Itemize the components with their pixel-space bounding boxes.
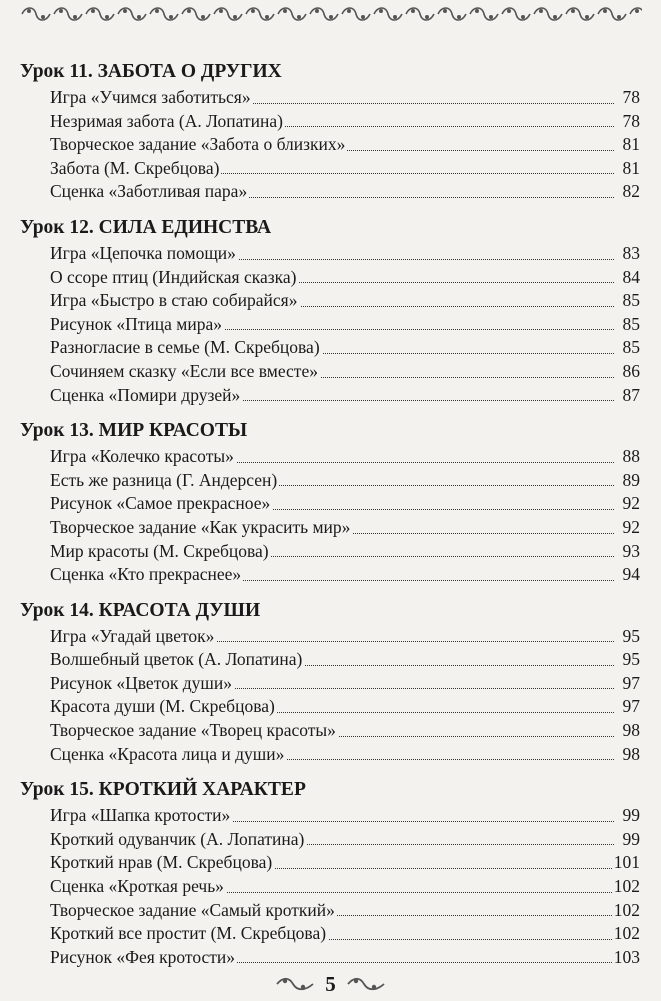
toc-entry: [20, 946, 640, 970]
toc-entry: [20, 313, 640, 337]
toc-entry: [20, 336, 640, 360]
entry-title: Сценка «Кроткая речь»: [50, 876, 224, 897]
toc-entry: [20, 851, 640, 875]
toc-entry: [20, 110, 640, 134]
page-number: 5: [325, 971, 336, 996]
entry-title: Игра «Быстро в стаю собирайся»: [50, 290, 298, 311]
toc-entry: [20, 922, 640, 946]
ornament-swirl: [118, 8, 146, 20]
entry-title: О ссоре птиц (Индийская сказка): [50, 266, 297, 287]
ornament-swirl: [630, 8, 642, 20]
entry-page-number: 102: [612, 922, 640, 946]
entry-title: Мир красоты (М. Скребцова): [50, 540, 269, 561]
toc-entry: [20, 899, 640, 923]
toc-entry: [20, 469, 640, 493]
ornament-swirl: [54, 8, 82, 20]
entry-title: Сценка «Кто прекраснее»: [50, 564, 242, 585]
entry-title: Рисунок «Птица мира»: [50, 313, 222, 334]
entry-title: Забота (М. Скребцова): [50, 157, 220, 178]
entry-title: Игра «Шапка кротости»: [50, 805, 231, 826]
lesson-title: Урок 11. ЗАБОТА О ДРУГИХ: [20, 61, 282, 82]
lesson-title: Урок 14. КРАСОТА ДУШИ: [20, 599, 261, 621]
entry-title: Игра «Цепочка помощи»: [50, 242, 236, 263]
lesson-section: [20, 214, 640, 407]
lesson-title: Урок 12. СИЛА ЕДИНСТВА: [20, 216, 272, 238]
page-footer: [0, 972, 661, 996]
toc-entry: [20, 875, 640, 899]
toc-entry: [20, 242, 640, 266]
footer-ornament-right: [346, 975, 386, 993]
entry-page-number: 86: [621, 360, 641, 384]
toc-entry: [20, 695, 640, 719]
ornament-swirl: [374, 8, 402, 20]
toc-entry: [20, 672, 640, 696]
entry-title: Творческое задание «Самый кроткий»: [50, 899, 335, 920]
ornament-swirl: [566, 8, 594, 20]
entry-page-number: 85: [621, 336, 641, 360]
entry-title: Сценка «Красота лица и души»: [50, 743, 285, 764]
entry-page-number: 81: [621, 133, 641, 157]
entry-title: Кроткий нрав (М. Скребцова): [50, 852, 273, 873]
ornament-swirl: [438, 8, 466, 20]
toc-entry: [20, 133, 640, 157]
entry-page-number: 78: [621, 86, 641, 110]
toc-entry: [20, 540, 640, 564]
entry-page-number: 102: [612, 875, 640, 899]
ornament-swirl: [22, 8, 50, 20]
footer-ornament-left: [275, 975, 315, 993]
entry-page-number: 95: [621, 648, 641, 672]
toc-entry: [20, 266, 640, 290]
entry-page-number: 84: [621, 266, 641, 290]
entry-title: Творческое задание «Творец красоты»: [50, 720, 336, 741]
entry-page-number: 97: [621, 672, 641, 696]
entry-page-number: 103: [612, 946, 640, 970]
ornament-swirl: [86, 8, 114, 20]
toc-entry: [20, 743, 640, 767]
entry-title: Игра «Угадай цветок»: [50, 625, 215, 646]
entry-title: Кроткий одуванчик (А. Лопатина): [50, 828, 305, 849]
entry-title: Игра «Учимся заботиться»: [50, 87, 251, 107]
toc-entry: [20, 492, 640, 516]
entry-title: Сочиняем сказку «Если все вместе»: [50, 360, 318, 381]
entry-page-number: 92: [621, 492, 641, 516]
entry-title: Рисунок «Цветок души»: [50, 672, 232, 693]
entry-page-number: 83: [621, 242, 641, 266]
entry-page-number: 99: [621, 828, 641, 852]
ornament-swirl: [534, 8, 562, 20]
entry-page-number: 101: [612, 851, 640, 875]
lesson-section: [20, 597, 640, 767]
table-of-contents: [20, 58, 640, 979]
entry-page-number: 97: [621, 695, 641, 719]
entry-title: Кроткий все простит (М. Скребцова): [50, 923, 327, 944]
entry-page-number: 82: [621, 180, 641, 204]
entry-title: Творческое задание «Забота о близких»: [50, 134, 346, 155]
ornament-swirl: [150, 8, 178, 20]
toc-entry: [20, 828, 640, 852]
entry-title: Разногласие в семье (М. Скребцова): [50, 337, 320, 358]
entry-title: Волшебный цветок (А. Лопатина): [50, 649, 303, 670]
entry-page-number: 95: [621, 625, 641, 649]
entry-page-number: 93: [621, 540, 641, 564]
entry-title: Рисунок «Самое прекрасное»: [50, 493, 271, 514]
lesson-title: Урок 15. КРОТКИЙ ХАРАКТЕР: [20, 779, 306, 801]
toc-entry: [20, 563, 640, 587]
entry-page-number: 78: [621, 110, 641, 134]
toc-entry: [20, 384, 640, 408]
entry-page-number: 87: [621, 384, 641, 408]
lesson-title: Урок 13. МИР КРАСОТЫ: [20, 420, 248, 442]
toc-entry: [20, 360, 640, 384]
entry-page-number: 98: [621, 719, 641, 743]
toc-entry: [20, 516, 640, 540]
entry-title: Рисунок «Фея кротости»: [50, 946, 236, 967]
entry-title: Незримая забота (А. Лопатина): [50, 110, 283, 131]
entry-title: Сценка «Заботливая пара»: [50, 181, 248, 202]
ornament-swirl: [310, 8, 338, 20]
toc-entry: [20, 157, 640, 181]
ornament-swirl: [182, 8, 210, 20]
ornament-swirl: [246, 8, 274, 20]
entry-page-number: 89: [621, 469, 641, 493]
ornament-swirl: [342, 8, 370, 20]
entry-page-number: 85: [621, 313, 641, 337]
ornament-swirl: [470, 8, 498, 20]
lesson-section: [20, 417, 640, 587]
top-ornament-border: [20, 4, 642, 24]
toc-entry: [20, 719, 640, 743]
entry-page-number: 81: [621, 157, 641, 181]
entry-page-number: 99: [621, 804, 641, 828]
toc-entry: [20, 86, 640, 110]
entry-page-number: 98: [621, 743, 641, 767]
lesson-section: [20, 776, 640, 969]
ornament-swirl: [406, 8, 434, 20]
entry-page-number: 102: [612, 899, 640, 923]
toc-entry: [20, 289, 640, 313]
ornament-swirl: [598, 8, 626, 20]
ornament-swirl: [502, 8, 530, 20]
ornament-swirl: [278, 8, 306, 20]
toc-entry: [20, 804, 640, 828]
entry-title: Красота души (М. Скребцова): [50, 696, 275, 717]
entry-page-number: 94: [621, 563, 641, 587]
entry-title: Сценка «Помири друзей»: [50, 384, 241, 405]
entry-page-number: 92: [621, 516, 641, 540]
toc-entry: [20, 625, 640, 649]
entry-page-number: 85: [621, 289, 641, 313]
entry-title: Есть же разница (Г. Андерсен): [50, 469, 278, 490]
entry-page-number: 88: [621, 445, 641, 469]
entry-title: Творческое задание «Как украсить мир»: [50, 516, 351, 537]
toc-entry: [20, 648, 640, 672]
toc-entry: [20, 180, 640, 204]
lesson-section: [20, 58, 640, 204]
ornament-swirl: [214, 8, 242, 20]
entry-title: Игра «Колечко красоты»: [50, 446, 234, 467]
toc-entry: [20, 445, 640, 469]
